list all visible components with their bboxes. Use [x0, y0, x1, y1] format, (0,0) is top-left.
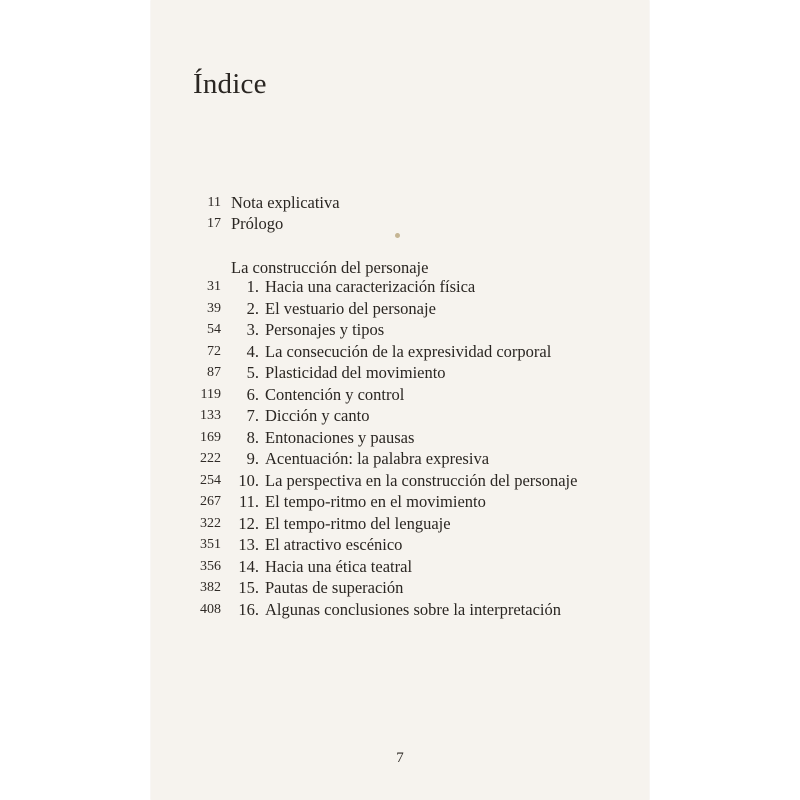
chapter-number: 7. [246, 406, 259, 425]
chapter-number: 4. [246, 341, 259, 361]
page-number: 17 [207, 216, 221, 231]
page-number: 322 [200, 515, 221, 531]
chapter-title: Personajes y tipos [265, 320, 385, 339]
chapter-title: Algunas conclusiones sobre la interpretación [265, 599, 561, 619]
page-number: 382 [200, 580, 221, 595]
page-number: 408 [200, 601, 221, 617]
page-number: 31 [207, 279, 221, 294]
chapter-number: 1. [246, 277, 259, 296]
chapter-title: El tempo-ritmo en el movimiento [265, 492, 486, 511]
page-number: 54 [207, 322, 221, 337]
page-number: 254 [200, 472, 221, 488]
chapter-number: 10. [238, 470, 259, 490]
chapter-title: Plasticidad del movimiento [265, 363, 446, 382]
chapter-title: El atractivo escénico [265, 535, 403, 554]
chapter-number: 3. [246, 320, 259, 339]
chapter-number: 14. [238, 556, 259, 576]
chapter-title: Dicción y canto [265, 406, 370, 425]
chapter-title: Entonaciones y pausas [265, 427, 415, 447]
chapter-number: 9. [246, 449, 259, 468]
page-number: 119 [200, 386, 221, 402]
chapter-number: 8. [246, 427, 259, 447]
page-number: 222 [200, 451, 221, 466]
page-number: 351 [200, 537, 221, 552]
page-number: 356 [200, 558, 221, 574]
chapter-title: El tempo-ritmo del lenguaje [265, 513, 451, 533]
chapter-title: Contención y control [265, 384, 405, 404]
chapter-title: Hacia una caracterización física [265, 277, 476, 296]
chapter-number: 13. [238, 535, 259, 554]
chapter-title: El vestuario del personaje [265, 298, 436, 318]
page-number: 267 [200, 494, 221, 509]
page-folio: 7 [396, 750, 404, 766]
chapter-title: Hacia una ética teatral [265, 556, 413, 576]
section-heading: La construcción del personaje [231, 258, 429, 277]
chapter-title: La consecución de la expresividad corporal [265, 341, 552, 361]
page-number: 11 [207, 195, 221, 210]
chapter-title: Pautas de superación [265, 578, 404, 597]
chapter-number: 6. [246, 384, 259, 404]
page-title: Índice [193, 68, 267, 100]
chapter-number: 12. [238, 513, 259, 533]
chapter-number: 5. [246, 363, 259, 382]
chapter-title: La perspectiva en la construcción del personaje [265, 470, 578, 490]
chapter-number: 16. [238, 599, 259, 619]
page-number: 133 [200, 408, 221, 423]
page-number: 169 [200, 429, 221, 445]
table-of-contents [151, 0, 649, 800]
chapter-title: Acentuación: la palabra expresiva [265, 449, 490, 468]
page-number: 39 [207, 300, 221, 316]
entry-title: Prólogo [231, 214, 284, 233]
book-page [151, 0, 649, 800]
paper-speck [395, 233, 400, 238]
page-number: 87 [207, 365, 221, 380]
chapter-number: 11. [238, 492, 259, 511]
chapter-number: 15. [238, 578, 259, 597]
entry-title: Nota explicativa [231, 193, 340, 212]
page-number: 72 [207, 343, 221, 359]
chapter-number: 2. [246, 298, 259, 318]
